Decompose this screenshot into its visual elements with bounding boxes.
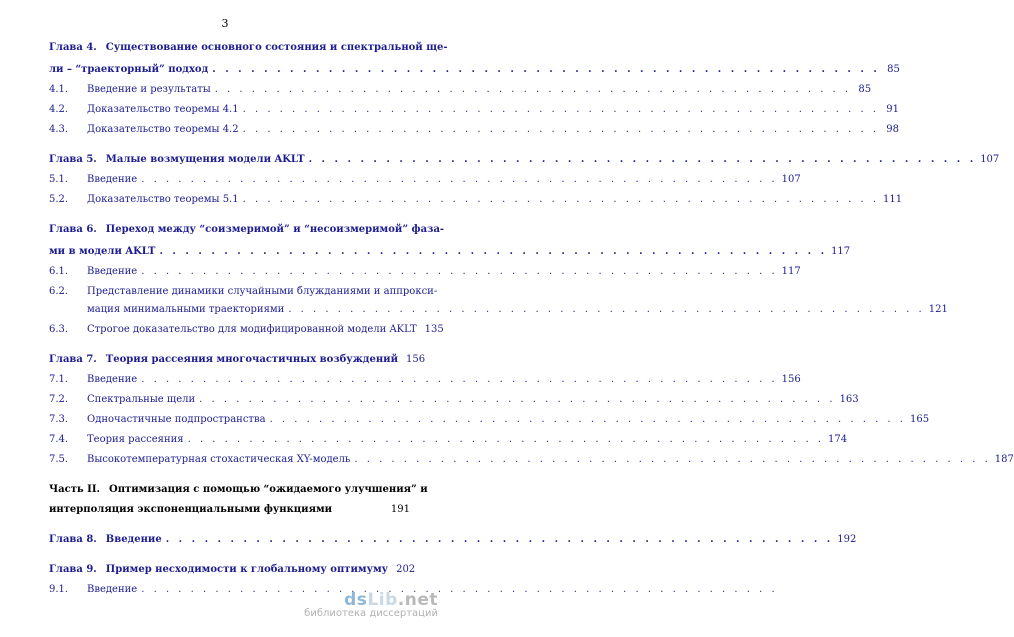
toc-dot-leader: . . . . . . . . . . . . . . . . . . . . . . . . . . . . . . . . . . . . . . . . . . . . . . . . . . . . [214, 84, 852, 95]
toc-page-number: 156 [781, 374, 801, 385]
toc-entry-number: Глава 8. [49, 534, 97, 545]
toc-dot-leader: . . . . . . . . . . . . . . . . . . . . . . . . . . . . . . . . . . . . . . . . . . . . . . . . . . . . [288, 304, 925, 315]
toc-page-number: 111 [883, 194, 903, 205]
toc-entry-title: Доказательство теоремы 4.2 [87, 124, 239, 135]
toc-entry-number: 5.2. [49, 194, 69, 205]
toc-entry[interactable] [49, 503, 410, 517]
toc-entry-number: 4.2. [49, 104, 69, 115]
toc-entry-title: Переход между “соизмеримой” и “несоизмеримой” фаза- [105, 224, 445, 235]
toc-page-number: 187 [994, 454, 1014, 465]
toc-entry-number: 5.1. [49, 174, 69, 185]
toc-dot-leader: . . . . . . . . . . . . . . . . . . . . . . . . . . . . . . . . . . . . . . . . . . . . . . . . . . . . [242, 194, 880, 205]
toc-entry[interactable] [49, 41, 448, 55]
toc-entry[interactable] [49, 173, 801, 187]
toc-entry-title: Представление динамики случайными блужданиями и аппрокси- [87, 286, 438, 297]
toc-entry-number: 6.3. [49, 324, 69, 335]
toc-page-number: 191 [390, 504, 410, 515]
toc-dot-leader: . . . . . . . . . . . . . . . . . . . . . . . . . . . . . . . . . . . . . . . . . . . . . . . . . . . . [159, 246, 828, 257]
toc-entry[interactable] [49, 123, 900, 137]
toc-dot-leader: . . . . . . . . . . . . . . . . . . . . . . . . . . . . . . . . . . . . . . . . . . . . . . . . . . . . [199, 394, 836, 405]
toc-dot-leader: . . . . . . . . . . . . . . . . . . . . . . . . . . . . . . . . . . . . . . . . . . . . . . . . . . . . [242, 124, 880, 135]
toc-page-number: 91 [886, 104, 900, 115]
toc-entry[interactable] [49, 83, 872, 97]
toc-dot-leader: . . . . . . . . . . . . . . . . . . . . . . . . . . . . . . . . . . . . . . . . . . . . . . . . . . . . [141, 266, 778, 277]
toc-entry-title: ли – “траекторный” подход [49, 64, 209, 75]
toc-dot-leader: . . . . . . . . . . . . . . . . . . . . . . . . . . . . . . . . . . . . . . . . . . . . . . . . . . . . [212, 64, 880, 75]
toc-entry-title: Доказательство теоремы 5.1 [87, 194, 239, 205]
toc-page-number: 202 [396, 564, 416, 575]
toc-dot-leader: . . . . . . . . . . . . . . . . . . . . . . . . . . . . . . . . . . . . . . . . . . . . . . . . . . . . [269, 414, 906, 425]
toc-page-number: 135 [424, 324, 444, 335]
toc-page-number: 107 [781, 174, 801, 185]
toc-entry[interactable] [49, 265, 801, 279]
toc-entry[interactable] [49, 373, 801, 387]
toc-page-number: 85 [858, 84, 872, 95]
toc-entry-title: интерполяция экспоненциальными функциями [49, 504, 333, 515]
watermark-subtitle: библиотека диссертаций [304, 608, 438, 619]
toc-entry-number: Часть II. [49, 484, 101, 495]
toc-entry[interactable] [49, 323, 444, 337]
toc-entry[interactable] [49, 63, 900, 77]
toc-entry-title: Доказательство теоремы 4.1 [87, 104, 239, 115]
toc-entry-number: 7.1. [49, 374, 69, 385]
toc-page-number: 156 [405, 354, 426, 365]
toc-dot-leader: . . . . . . . . . . . . . . . . . . . . . . . . . . . . . . . . . . . . . . . . . . . . . . . . . . . . [187, 434, 825, 445]
toc-entry[interactable] [49, 353, 426, 367]
toc-entry-title: Спектральные щели [87, 394, 196, 405]
toc-entry[interactable] [49, 285, 438, 299]
toc-dot-leader: . . . . . . . . . . . . . . . . . . . . . . . . . . . . . . . . . . . . . . . . . . . . . . . . . . . . [141, 374, 778, 385]
toc-entry[interactable] [49, 303, 948, 317]
toc-page-number: 192 [837, 534, 857, 545]
toc-entry-title: Введение [87, 174, 138, 185]
toc-dot-leader: . . . . . . . . . . . . . . . . . . . . . . . . . . . . . . . . . . . . . . . . . . . . . . . . . . . . [141, 584, 778, 595]
toc-entry[interactable] [49, 153, 1000, 167]
toc-dot-leader: . . . . . . . . . . . . . . . . . . . . . . . . . . . . . . . . . . . . . . . . . . . . . . . . . . . . [242, 104, 880, 115]
toc-page-number: 165 [909, 414, 930, 425]
toc-entry-number: 7.5. [49, 454, 69, 465]
toc-entry[interactable] [49, 483, 428, 497]
toc-entry-number: 4.1. [49, 84, 69, 95]
toc-entry-number: 7.2. [49, 394, 69, 405]
toc-entry[interactable] [49, 193, 903, 207]
toc-dot-leader: . . . . . . . . . . . . . . . . . . . . . . . . . . . . . . . . . . . . . . . . . . . . . . . . . . . . [354, 454, 991, 465]
toc-entry[interactable] [49, 413, 930, 427]
toc-entry[interactable] [49, 433, 848, 447]
toc-entry-title: Оптимизация с помощью “ожидаемого улучшения” и [109, 484, 428, 495]
watermark-logo: dsLib.net [344, 590, 438, 610]
toc-page-number: 98 [886, 124, 900, 135]
toc-entry[interactable] [49, 393, 859, 407]
toc-entry[interactable] [49, 103, 900, 117]
toc-entry-title: Введение [105, 534, 162, 545]
toc-entry-number: Глава 7. [49, 354, 97, 365]
toc-entry-number: Глава 9. [49, 564, 97, 575]
toc-entry-title: Теория рассеяния многочастичных возбуждений [105, 354, 398, 365]
toc-entry-number: 7.4. [49, 434, 69, 445]
toc-entry-number: 7.3. [49, 414, 69, 425]
toc-entry-title: ми в модели AKLT [49, 246, 156, 257]
toc-entry-title: Введение [87, 374, 138, 385]
toc-dot-leader: . . . . . . . . . . . . . . . . . . . . . . . . . . . . . . . . . . . . . . . . . . . . . . . . . . . . [141, 174, 778, 185]
toc-page-number: 117 [831, 246, 851, 257]
toc-entry[interactable] [49, 245, 851, 259]
toc-entry-title: Строгое доказательство для модифицированной модели AKLT [87, 324, 417, 335]
toc-entry-title: Малые возмущения модели AKLT [105, 154, 305, 165]
toc-entry-title: Высокотемпературная стохастическая XY-модель [87, 454, 351, 465]
toc-entry-number: Глава 5. [49, 154, 97, 165]
toc-entry[interactable] [49, 533, 857, 547]
toc-entry-title: Одночастичные подпространства [87, 414, 266, 425]
toc-page-number: 85 [887, 64, 900, 75]
toc-entry-number: 4.3. [49, 124, 69, 135]
toc-entry-title: Теория рассеяния [87, 434, 184, 445]
toc-entry-title: Введение и результаты [87, 84, 211, 95]
toc-page-number: 163 [839, 394, 859, 405]
toc-entry-title: Существование основного состояния и спектральной ще- [105, 42, 448, 53]
dslib-watermark [304, 590, 438, 619]
toc-page-number: 174 [828, 434, 848, 445]
toc-entry-number: 9.1. [49, 584, 69, 595]
toc-entry-number: 6.2. [49, 286, 69, 297]
toc-entry-number: 6.1. [49, 266, 69, 277]
toc-entry-title: Введение [87, 266, 138, 277]
toc-dot-leader: . . . . . . . . . . . . . . . . . . . . . . . . . . . . . . . . . . . . . . . . . . . . . . . . . . . . [165, 534, 834, 545]
toc-dot-leader: . . . . . . . . . . . . . . . . . . . . . . . . . . . . . . . . . . . . . . . . . . . . . . . . . . . . [308, 154, 977, 165]
toc-entry[interactable] [49, 453, 1014, 467]
toc-page-number: 107 [980, 154, 1000, 165]
toc-entry[interactable] [49, 223, 445, 237]
page-number: 3 [221, 17, 229, 30]
toc-entry-title: Пример несходимости к глобальному оптимуму [105, 564, 389, 575]
toc-entry-title: Введение [87, 584, 138, 595]
toc-page-number: 117 [781, 266, 801, 277]
toc-entry-title: мация минимальными траекториями [87, 304, 285, 315]
toc-entry-number: Глава 4. [49, 42, 97, 53]
toc-page-number: 121 [928, 304, 948, 315]
toc-entry-number: Глава 6. [49, 224, 97, 235]
toc-entry[interactable] [49, 563, 416, 577]
